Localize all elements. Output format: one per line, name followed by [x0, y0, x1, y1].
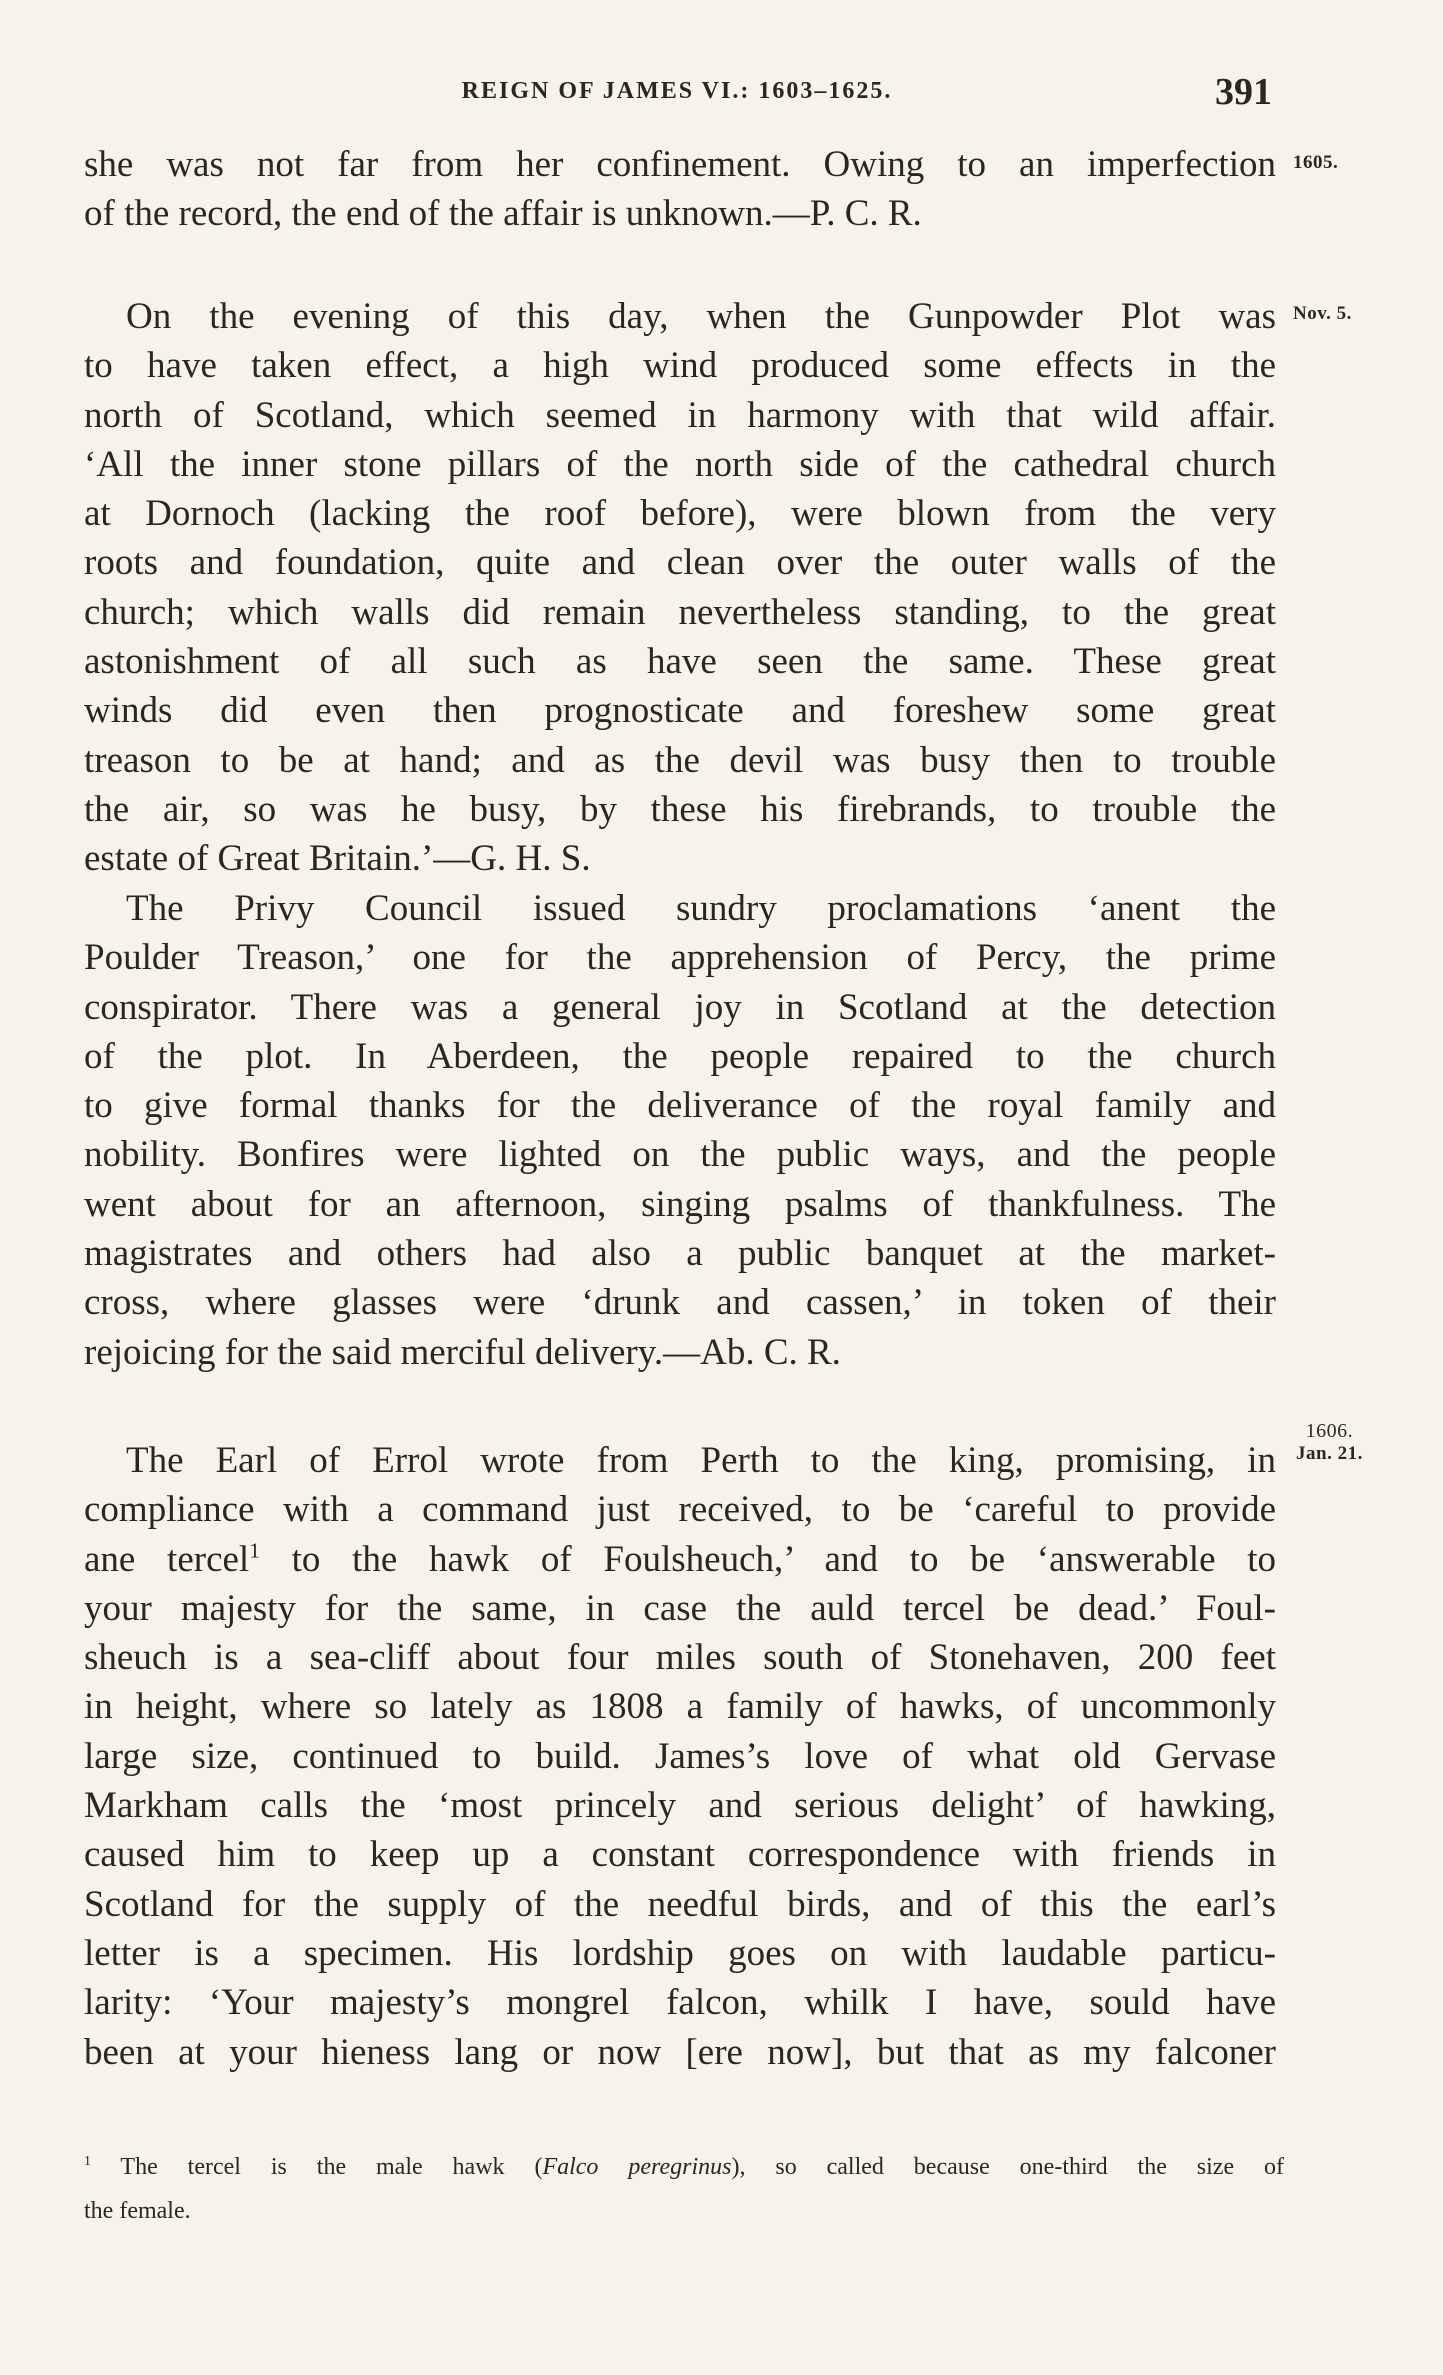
text-line: in height, where so lately as 1808 a family of hawks, of uncommonly [84, 1686, 1276, 1728]
margin-note-year-1605: 1605. [1293, 152, 1339, 173]
footnote-species-name: Falco peregrinus [542, 2154, 732, 2180]
text-line: ‘All the inner stone pillars of the north side of the cathedral church [84, 443, 1276, 485]
text-line: estate of Great Britain.’—G. H. S. [84, 838, 591, 880]
text-line: of the plot. In Aberdeen, the people repaired to the church [84, 1035, 1276, 1077]
paragraph-gunpowder-plot [84, 292, 1276, 884]
text-line: nobility. Bonfires were lighted on the public ways, and the people [84, 1134, 1276, 1176]
footnote [84, 2145, 1284, 2233]
text-line: been at your hieness lang or now [ere now], but that as my falconer [84, 2031, 1276, 2073]
text-line-with-footnote-ref [84, 1535, 1276, 1584]
text-line: Scotland for the supply of the needful birds, and of this the earl’s [84, 1883, 1276, 1925]
margin-note-nov-5: Nov. 5. [1293, 303, 1352, 324]
text-line: treason to be at hand; and as the devil was busy then to trouble [84, 739, 1276, 781]
text-line: winds did even then prognosticate and foreshew some great [84, 690, 1276, 732]
text-line: rejoicing for the said merciful delivery.—Ab. C. R. [84, 1331, 841, 1373]
margin-note-jan-21: Jan. 21. [1296, 1443, 1363, 1464]
footnote-line [84, 2145, 1284, 2189]
margin-note-year-1606: 1606. [1305, 1420, 1354, 1442]
footnote-text: The tercel is the male hawk ( [90, 2154, 543, 2180]
footnote-reference: 1 [249, 1538, 260, 1563]
text-line: your majesty for the same, in case the auld tercel be dead.’ Foul- [84, 1587, 1276, 1629]
footnote-marker: 1 [84, 2154, 91, 2169]
text-line: compliance with a command just received, to be ‘careful to provide [84, 1489, 1276, 1531]
paragraph-privy-council [84, 884, 1276, 1377]
text-line: she was not far from her confinement. Owing to an imperfection [84, 144, 1276, 185]
text-line: roots and foundation, quite and clean over the outer walls of the [84, 542, 1276, 584]
text-line: to have taken effect, a high wind produced some effects in the [84, 345, 1276, 387]
text-line: letter is a specimen. His lordship goes on with laudable particu- [84, 1932, 1276, 1974]
text-line: larity: ‘Your majesty’s mongrel falcon, whilk I have, sould have [84, 1982, 1276, 2024]
text-line: Markham calls the ‘most princely and serious delight’ of hawking, [84, 1785, 1276, 1827]
paragraph-earl-of-errol [84, 1436, 1276, 2077]
running-head [82, 70, 1272, 116]
footnote-text: ), so called because one-third the size of [731, 2154, 1285, 2180]
text-line: conspirator. There was a general joy in Scotland at the detection [84, 986, 1276, 1028]
text-line: Poulder Treason,’ one for the apprehension of Percy, the prime [84, 937, 1276, 979]
page-number: 391 [1215, 71, 1272, 113]
text-fragment: ane tercel [84, 1538, 250, 1580]
text-line: large size, continued to build. James’s love of what old Gervase [84, 1735, 1276, 1777]
text-line: the air, so was he busy, by these his firebrands, to trouble the [84, 788, 1276, 830]
footnote-line: the female. [84, 2198, 191, 2224]
text-line: to give formal thanks for the deliverance of the royal family and [84, 1085, 1276, 1127]
text-fragment: to the hawk of Foulsheuch,’ and to be ‘answerable to [259, 1538, 1276, 1580]
text-line: sheuch is a sea-cliff about four miles south of Stonehaven, 200 feet [84, 1637, 1276, 1679]
text-line: caused him to keep up a constant correspondence with friends in [84, 1834, 1276, 1876]
text-line: The Privy Council issued sundry proclamations ‘anent the [126, 888, 1276, 929]
text-line: went about for an afternoon, singing psalms of thankfulness. The [84, 1183, 1276, 1225]
text-line: north of Scotland, which seemed in harmony with that wild affair. [84, 394, 1276, 436]
text-line: church; which walls did remain nevertheless standing, to the great [84, 591, 1276, 633]
text-line: astonishment of all such as have seen the same. These great [84, 641, 1276, 683]
running-head-title: REIGN OF JAMES VI.: 1603–1625. [461, 78, 893, 104]
text-line: magistrates and others had also a public banquet at the market- [84, 1233, 1276, 1275]
text-line: at Dornoch (lacking the roof before), were blown from the very [84, 493, 1276, 535]
paragraph-continuation [84, 140, 1276, 239]
text-line: of the record, the end of the affair is unknown.—P. C. R. [84, 193, 922, 235]
text-line: On the evening of this day, when the Gunpowder Plot was [126, 296, 1276, 337]
text-line: The Earl of Errol wrote from Perth to the king, promising, in [126, 1440, 1276, 1481]
text-line: cross, where glasses were ‘drunk and cassen,’ in token of their [84, 1282, 1276, 1324]
margin-note-1606-jan-21 [1296, 1420, 1363, 1465]
